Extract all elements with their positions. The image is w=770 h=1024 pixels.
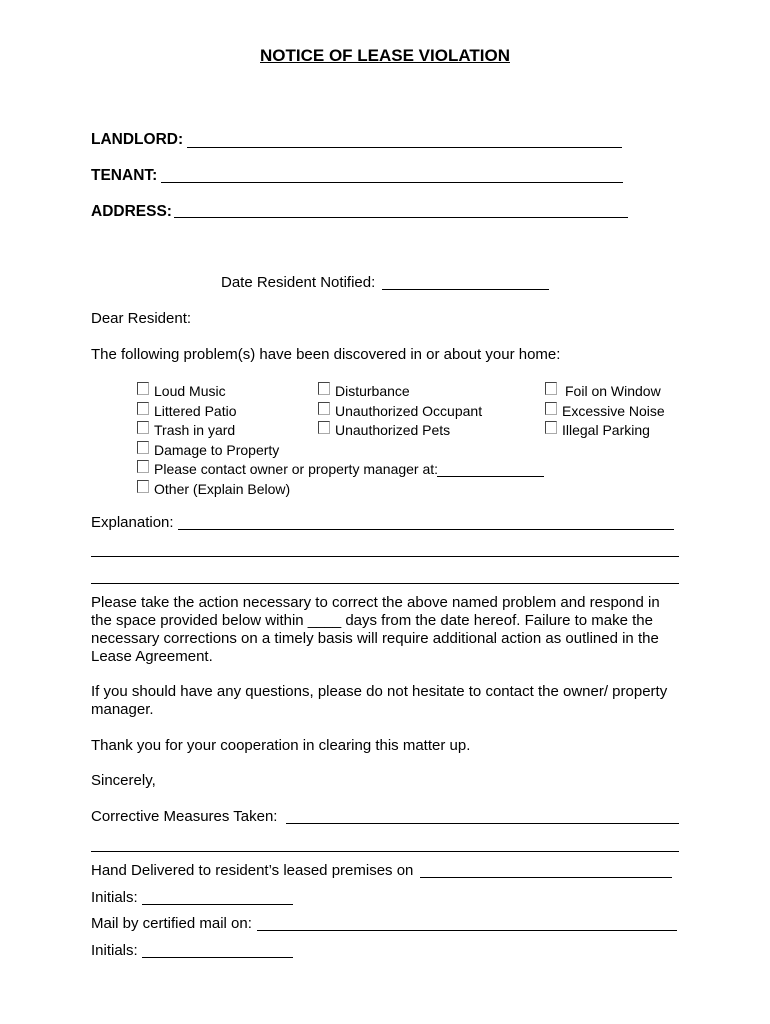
- checkbox-icon[interactable]: [545, 402, 557, 415]
- explanation-field-line-2[interactable]: [91, 556, 679, 557]
- contact-owner-field[interactable]: [437, 476, 544, 477]
- checkbox-littered-patio[interactable]: Littered Patio: [137, 403, 237, 419]
- checkbox-disturbance[interactable]: Disturbance: [318, 383, 410, 399]
- checkbox-icon[interactable]: [318, 382, 330, 395]
- checkbox-icon[interactable]: [137, 402, 149, 415]
- date-notified-label: Date Resident Notified:: [221, 274, 376, 291]
- corrective-measures-field-line-2[interactable]: [91, 851, 679, 852]
- action-paragraph: Please take the action necessary to correct the above named problem and respond in the space provided below within ____ days from the date hereof. Failure to make the necessary corrections on a timely basis will require additional action as outlined in the Lease Agreement.: [91, 594, 660, 665]
- tenant-label: TENANT:: [91, 167, 158, 184]
- tenant-field[interactable]: [161, 182, 623, 183]
- certified-mail-label: Mail by certified mail on:: [91, 915, 252, 932]
- initials-field[interactable]: [142, 904, 293, 905]
- checkbox-icon[interactable]: [137, 480, 149, 493]
- checkbox-icon[interactable]: [318, 421, 330, 434]
- certified-mail-field[interactable]: [257, 930, 677, 931]
- address-label: ADDRESS:: [91, 203, 172, 220]
- checkbox-other[interactable]: Other (Explain Below): [137, 481, 290, 497]
- initials-label-2: Initials:: [91, 942, 138, 959]
- hand-delivered-field[interactable]: [420, 877, 672, 878]
- checkbox-icon[interactable]: [318, 402, 330, 415]
- initials-field-2[interactable]: [142, 957, 293, 958]
- checkbox-icon[interactable]: [545, 382, 557, 395]
- questions-paragraph: If you should have any questions, please do not hesitate to contact the owner/ property manager.: [91, 683, 668, 718]
- landlord-field[interactable]: [187, 147, 622, 148]
- checkbox-unauthorized-pets[interactable]: Unauthorized Pets: [318, 422, 450, 438]
- intro-text: The following problem(s) have been discovered in or about your home:: [91, 346, 561, 363]
- checkbox-unauthorized-occupant[interactable]: Unauthorized Occupant: [318, 403, 482, 419]
- checkbox-icon[interactable]: [137, 441, 149, 454]
- address-field[interactable]: [174, 217, 628, 218]
- checkbox-icon[interactable]: [545, 421, 557, 434]
- greeting: Dear Resident:: [91, 310, 192, 327]
- landlord-label: LANDLORD:: [91, 131, 184, 148]
- checkbox-illegal-parking[interactable]: Illegal Parking: [545, 422, 650, 438]
- checkbox-loud-music[interactable]: Loud Music: [137, 383, 226, 399]
- explanation-field-line-1[interactable]: [178, 529, 674, 530]
- closing-text: Sincerely,: [91, 772, 156, 789]
- corrective-measures-field-line-1[interactable]: [286, 823, 679, 824]
- checkbox-contact-owner[interactable]: Please contact owner or property manager at:: [137, 461, 438, 477]
- explanation-label: Explanation:: [91, 514, 174, 531]
- checkbox-excessive-noise[interactable]: Excessive Noise: [545, 403, 665, 419]
- document-title: NOTICE OF LEASE VIOLATION: [260, 46, 510, 65]
- date-notified-field[interactable]: [382, 289, 549, 290]
- thank-you-text: Thank you for your cooperation in clearing this matter up.: [91, 737, 471, 754]
- checkbox-damage-to-property[interactable]: Damage to Property: [137, 442, 279, 458]
- hand-delivered-label: Hand Delivered to resident’s leased premises on: [91, 862, 414, 879]
- checkbox-trash-in-yard[interactable]: Trash in yard: [137, 422, 235, 438]
- checkbox-icon[interactable]: [137, 421, 149, 434]
- checkbox-icon[interactable]: [137, 460, 149, 473]
- initials-label: Initials:: [91, 889, 138, 906]
- corrective-measures-label: Corrective Measures Taken:: [91, 808, 278, 825]
- checkbox-foil-on-window[interactable]: Foil on Window: [545, 383, 661, 399]
- checkbox-icon[interactable]: [137, 382, 149, 395]
- explanation-field-line-3[interactable]: [91, 583, 679, 584]
